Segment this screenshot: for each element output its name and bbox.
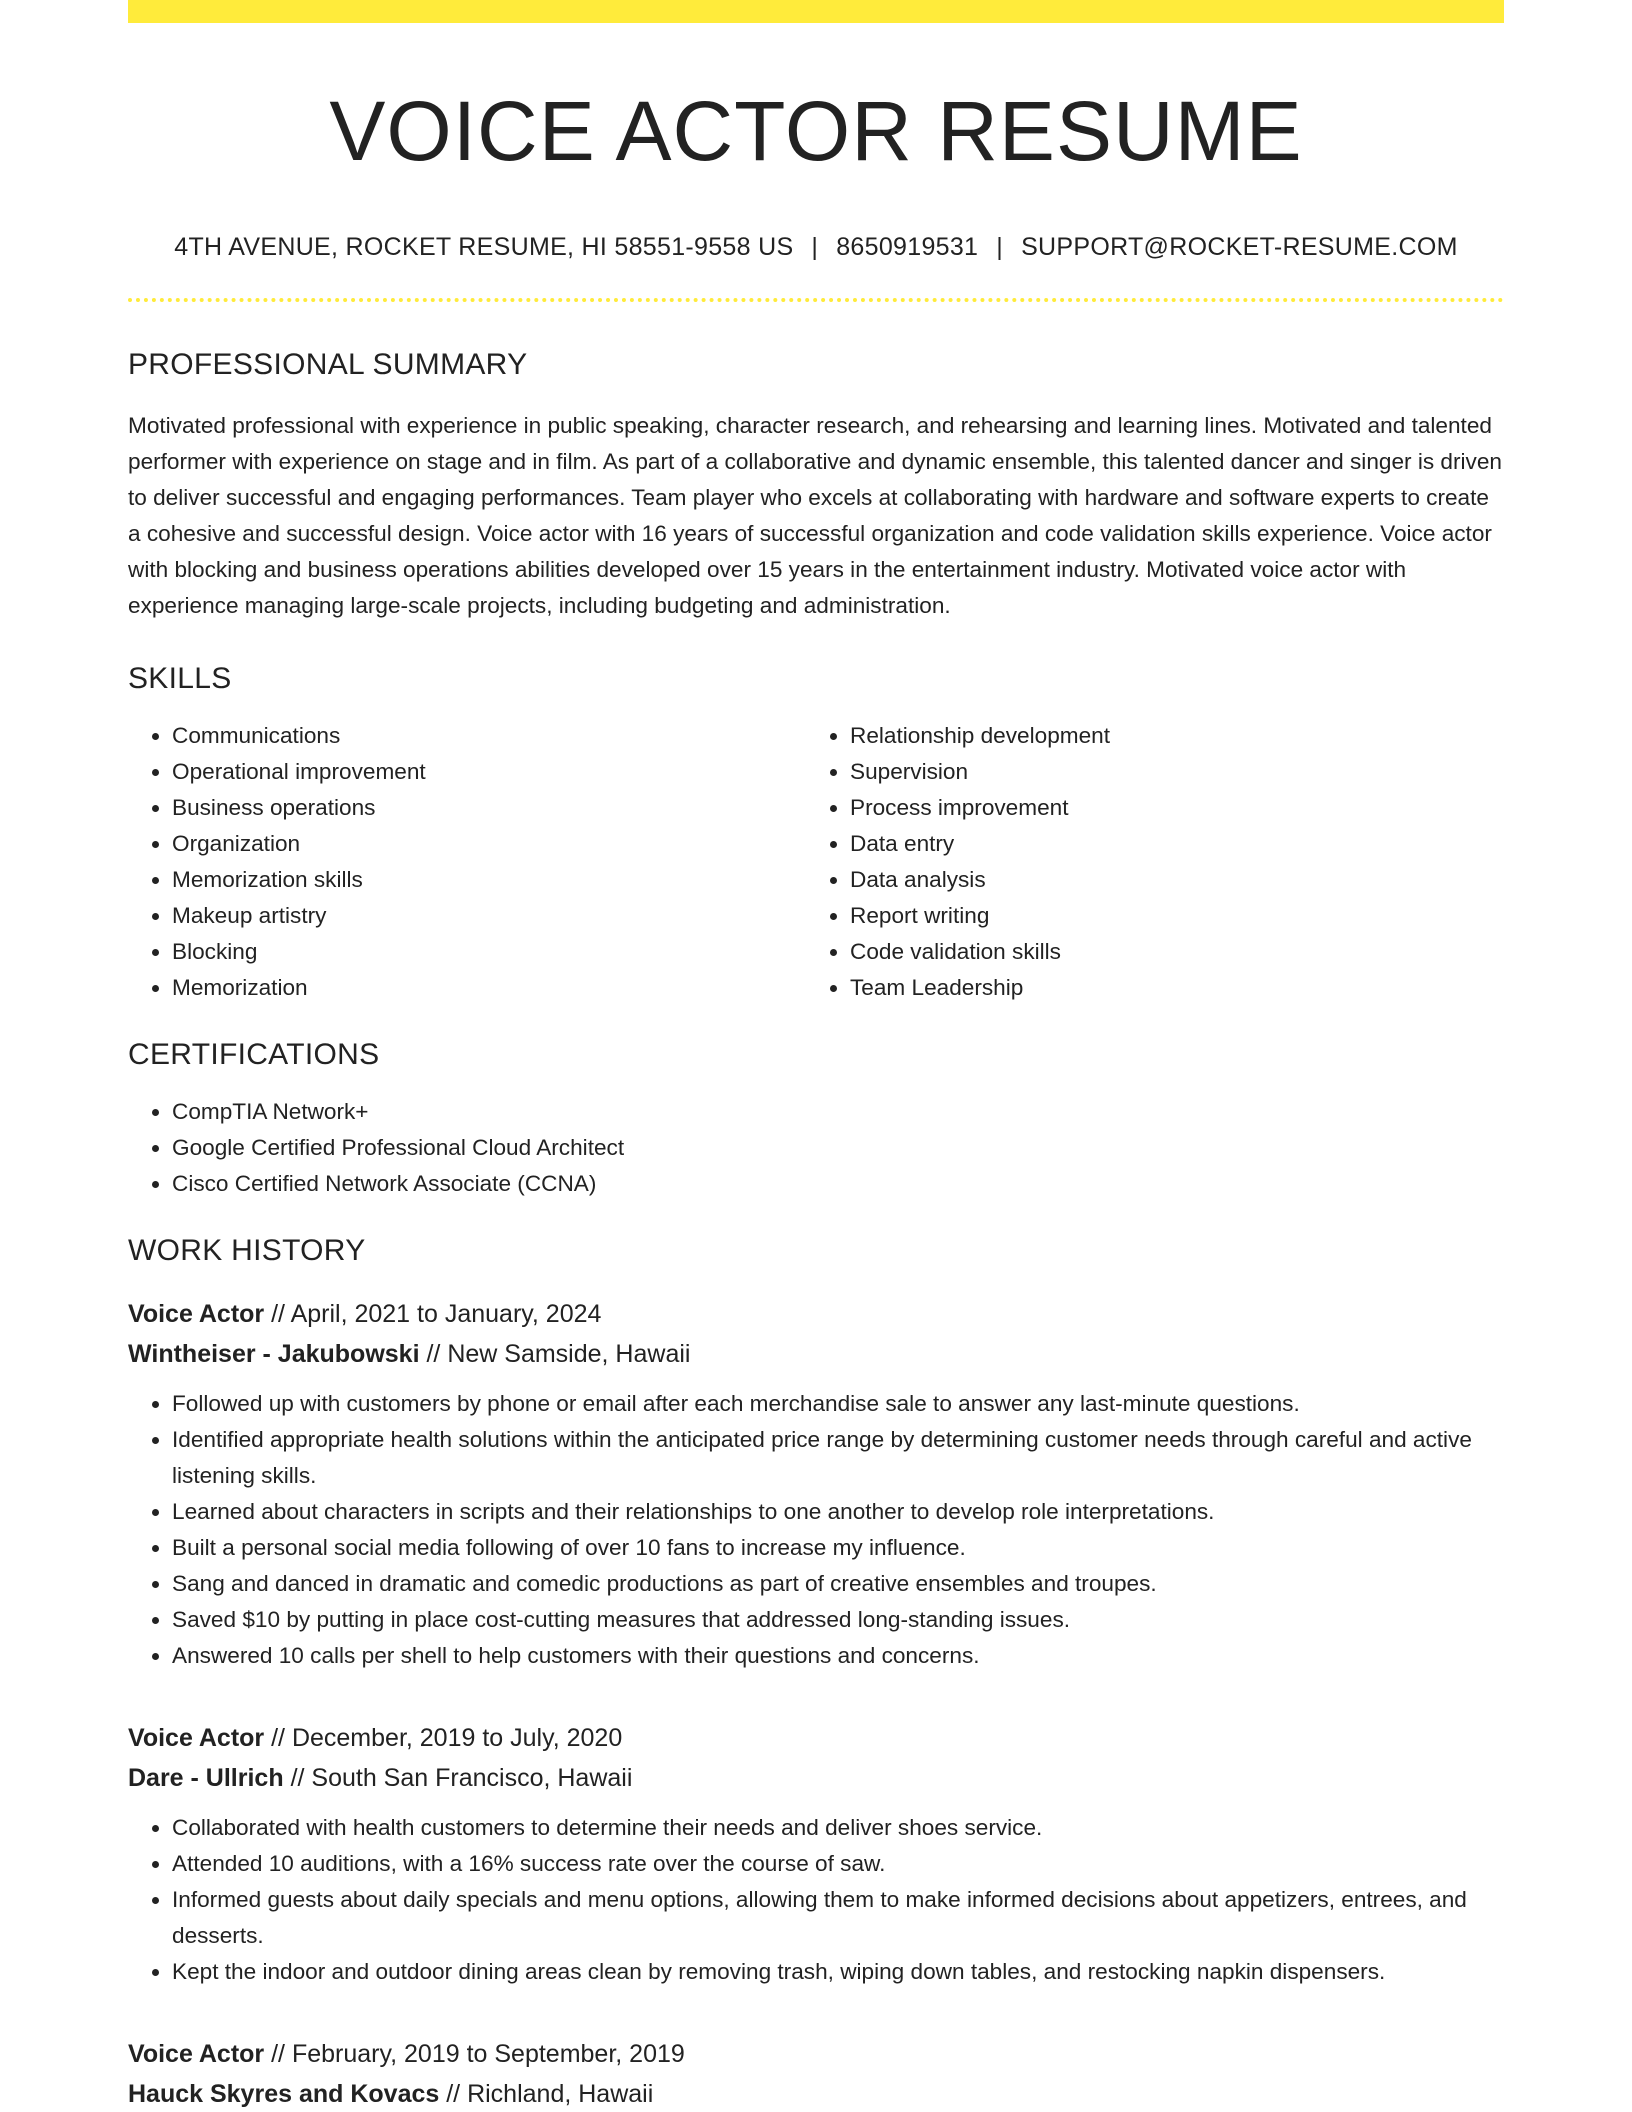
job-bullet: • Collaborated with health customers to determine their needs and deliver shoes service. [172,1810,1504,1846]
skill-item: • Team Leadership [850,970,1484,1006]
certifications-heading: CERTIFICATIONS [128,1038,380,1072]
job-location: // New Samside, Hawaii [426,1340,691,1369]
skill-item: • Operational improvement [172,754,806,790]
summary-text: Motivated professional with experience in public speaking, character research, and rehearsing and learning lines. Motivated and talented performer with experience on stage and in film. As part of a collaborative and dynamic ensemble, this talented dancer and singer is driven to deliver successful and engaging performances. Team player who excels at collaborating with hardware and software experts to create a cohesive and successful design. Voice actor with 16 years of successful organization and code validation skills experience. Voice actor with blocking and business operations abilities developed over 15 years in the entertainment industry. Motivated voice actor with experience managing large-scale projects, including budgeting and administration. [128,413,1502,619]
contact-phone: 8650919531 [836,233,979,262]
job-bullet: • Attended 10 auditions, with a 16% success rate over the course of saw. [172,1846,1504,1882]
job-company-line [128,1334,1504,1374]
job-company: Hauck Skyres and Kovacs [128,2080,440,2109]
skills-list-right [806,718,1484,1006]
skill-item: • Data entry [850,826,1484,862]
job-bullet: • Built a personal social media following of over 10 fans to increase my influence. [172,1530,1504,1566]
job-role: Voice Actor [128,2040,265,2069]
job-entry [128,2034,1504,2112]
work-history-heading: WORK HISTORY [128,1234,366,1268]
contact-email: SUPPORT@ROCKET-RESUME.COM [1021,233,1458,262]
certification-item: • CompTIA Network+ [172,1094,1504,1130]
job-role-line [128,1294,1504,1334]
certification-item: • Google Certified Professional Cloud Architect [172,1130,1504,1166]
job-role: Voice Actor [128,1300,265,1329]
job-bullet: • Kept the indoor and outdoor dining areas clean by removing trash, wiping down tables, and restocking napkin dispensers. [172,1954,1504,1990]
contact-separator: | [811,233,819,262]
contact-line [128,233,1504,262]
job-location: // South San Francisco, Hawaii [290,1764,633,1793]
skills-heading: SKILLS [128,662,232,696]
skill-item: • Code validation skills [850,934,1484,970]
skill-item: • Process improvement [850,790,1484,826]
job-role: Voice Actor [128,1724,265,1753]
skill-item: • Blocking [172,934,806,970]
skill-item: • Relationship development [850,718,1484,754]
job-entry [128,1718,1504,1990]
job-location: // Richland, Hawaii [446,2080,654,2109]
job-bullet: • Sang and danced in dramatic and comedic productions as part of creative ensembles and troupes. [172,1566,1504,1602]
job-dates: // December, 2019 to July, 2020 [271,1724,623,1753]
job-company: Wintheiser - Jakubowski [128,1340,420,1369]
job-dates: // February, 2019 to September, 2019 [271,2040,685,2069]
resume-page [128,0,1504,2112]
job-role-line [128,1718,1504,1758]
job-bullet: • Saved $10 by putting in place cost-cutting measures that addressed long-standing issues. [172,1602,1504,1638]
job-bullet: • Identified appropriate health solutions within the anticipated price range by determining customer needs through careful and active listening skills. [172,1422,1504,1494]
top-accent-bar [128,0,1504,23]
certification-item: • Cisco Certified Network Associate (CCNA) [172,1166,1504,1202]
skill-item: • Makeup artistry [172,898,806,934]
job-bullet: • Informed guests about daily specials and menu options, allowing them to make informed decisions about appetizers, entrees, and desserts. [172,1882,1504,1954]
skill-item: • Data analysis [850,862,1484,898]
job-company-line [128,2074,1504,2112]
skill-item: • Organization [172,826,806,862]
contact-separator: | [996,233,1004,262]
dotted-divider [128,298,1504,302]
contact-address: 4TH AVENUE, ROCKET RESUME, HI 58551-9558 US [174,233,794,262]
job-dates: // April, 2021 to January, 2024 [271,1300,602,1329]
certifications-list [128,1094,1504,1202]
job-bullet: • Learned about characters in scripts and their relationships to one another to develop role interpretations. [172,1494,1504,1530]
skill-item: • Business operations [172,790,806,826]
job-entry [128,1294,1504,1674]
skill-item: • Report writing [850,898,1484,934]
job-bullet: • Followed up with customers by phone or email after each merchandise sale to answer any last-minute questions. [172,1386,1504,1422]
skill-item: • Communications [172,718,806,754]
certifications-list-wrap [128,1094,1504,1202]
job-company: Dare - Ullrich [128,1764,284,1793]
skills-columns [128,718,1504,1006]
job-bullets [128,1810,1504,1990]
job-bullets [128,1386,1504,1674]
skills-list-left [128,718,806,1006]
skill-item: • Supervision [850,754,1484,790]
job-company-line [128,1758,1504,1798]
job-role-line [128,2034,1504,2074]
resume-title: VOICE ACTOR RESUME [329,84,1303,178]
job-bullet: • Answered 10 calls per shell to help customers with their questions and concerns. [172,1638,1504,1674]
summary-heading: PROFESSIONAL SUMMARY [128,348,528,382]
skill-item: • Memorization [172,970,806,1006]
skill-item: • Memorization skills [172,862,806,898]
